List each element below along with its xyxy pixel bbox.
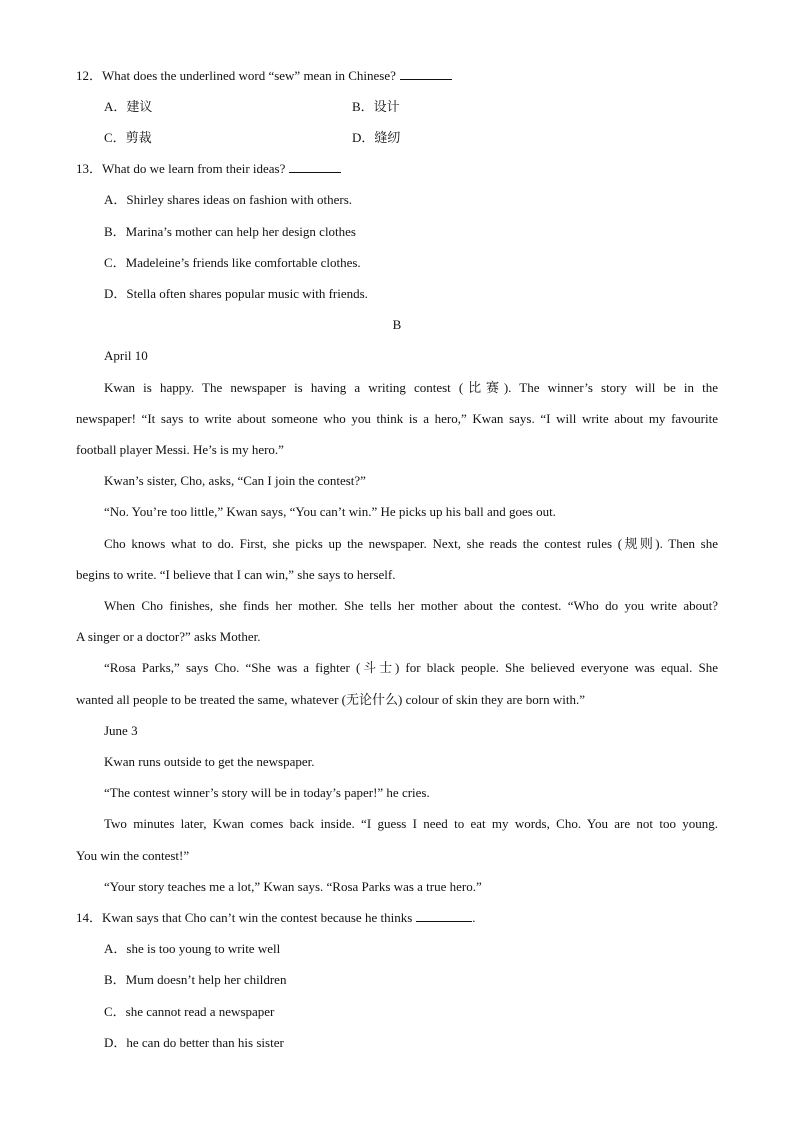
passage-line: wanted all people to be treated the same, whatever (无论什么) colour of skin they are born with.” bbox=[76, 692, 585, 707]
question-12-stem bbox=[76, 66, 718, 86]
option-text: she is too young to write well bbox=[126, 941, 281, 956]
option-letter: B． bbox=[352, 99, 374, 114]
option-d bbox=[104, 284, 746, 304]
question-number: 12． bbox=[76, 68, 103, 83]
option-d bbox=[104, 1033, 746, 1053]
option-letter: B． bbox=[104, 972, 126, 987]
option-text: he can do better than his sister bbox=[126, 1035, 284, 1050]
option-b bbox=[104, 970, 746, 990]
passage-line: begins to write. “I believe that I can win,” she says to herself. bbox=[76, 567, 396, 582]
passage-date: April 10 bbox=[104, 348, 148, 363]
question-13-stem bbox=[76, 159, 718, 179]
option-a bbox=[104, 190, 746, 210]
option-letter: A． bbox=[104, 192, 127, 207]
option-a bbox=[104, 939, 746, 959]
passage-line: You win the contest!” bbox=[76, 848, 190, 863]
option-text: she cannot read a newspaper bbox=[125, 1004, 275, 1019]
passage-line: “The contest winner’s story will be in today’s paper!” he cries. bbox=[104, 785, 430, 800]
option-letter: D． bbox=[104, 286, 127, 301]
option-c bbox=[104, 253, 746, 273]
passage-line: “No. You’re too little,” Kwan says, “You can’t win.” He picks up his ball and goes out. bbox=[104, 504, 556, 519]
option-text: 建议 bbox=[126, 99, 153, 114]
question-text: What does the underlined word “sew” mean in Chinese? bbox=[102, 68, 396, 83]
passage-line: football player Messi. He’s is my hero.” bbox=[76, 442, 284, 457]
option-letter: D． bbox=[352, 130, 375, 145]
question-text: What do we learn from their ideas? bbox=[102, 161, 286, 176]
passage-line: Two minutes later, Kwan comes back inside. “I guess I need to eat my words, Cho. You are not too young. bbox=[104, 816, 718, 831]
passage-line: Kwan runs outside to get the newspaper. bbox=[104, 754, 315, 769]
option-letter: C． bbox=[104, 255, 126, 270]
option-letter: D． bbox=[104, 1035, 127, 1050]
option-b bbox=[104, 222, 746, 242]
option-letter: C． bbox=[104, 130, 126, 145]
option-text: Stella often shares popular music with friends. bbox=[126, 286, 368, 301]
question-number: 14． bbox=[76, 910, 103, 925]
passage-line: When Cho finishes, she finds her mother. She tells her mother about the contest. “Who do you write about? bbox=[104, 598, 718, 613]
option-text: 设计 bbox=[373, 99, 400, 114]
option-text: Shirley shares ideas on fashion with others. bbox=[126, 192, 353, 207]
option-text: Mum doesn’t help her children bbox=[125, 972, 287, 987]
option-text: Madeleine’s friends like comfortable clothes. bbox=[125, 255, 361, 270]
passage-line: Cho knows what to do. First, she picks up the newspaper. Next, she reads the contest rules (规则). Then she bbox=[104, 536, 718, 551]
option-text: 剪裁 bbox=[125, 130, 152, 145]
question-number: 13． bbox=[76, 161, 103, 176]
passage-line: A singer or a doctor?” asks Mother. bbox=[76, 629, 261, 644]
answer-blank bbox=[416, 908, 472, 922]
answer-blank bbox=[400, 66, 452, 80]
option-letter: A． bbox=[104, 99, 127, 114]
option-letter: C． bbox=[104, 1004, 126, 1019]
passage-date: June 3 bbox=[104, 723, 138, 738]
passage-line: Kwan is happy. The newspaper is having a writing contest (比赛). The winner’s story will be in the bbox=[104, 380, 718, 395]
option-b bbox=[352, 97, 794, 117]
question-14-stem bbox=[76, 908, 718, 928]
passage-line: newspaper! “It says to write about someone who you think is a hero,” Kwan says. “I will write about my favourite bbox=[76, 411, 718, 426]
section-heading: B bbox=[392, 317, 402, 332]
passage-line: “Your story teaches me a lot,” Kwan says. “Rosa Parks was a true hero.” bbox=[104, 879, 482, 894]
question-text: Kwan says that Cho can’t win the contest because he thinks bbox=[102, 910, 413, 925]
option-letter: B． bbox=[104, 224, 126, 239]
option-c bbox=[104, 1002, 746, 1022]
question-end: . bbox=[472, 910, 476, 925]
option-letter: A． bbox=[104, 941, 127, 956]
option-text: 缝纫 bbox=[374, 130, 401, 145]
option-text: Marina’s mother can help her design clothes bbox=[125, 224, 356, 239]
passage-line: “Rosa Parks,” says Cho. “She was a fighter (斗士) for black people. She believed everyone was equal. She bbox=[104, 660, 718, 675]
answer-blank bbox=[289, 159, 341, 173]
passage-line: Kwan’s sister, Cho, asks, “Can I join the contest?” bbox=[104, 473, 366, 488]
option-d bbox=[352, 128, 794, 148]
